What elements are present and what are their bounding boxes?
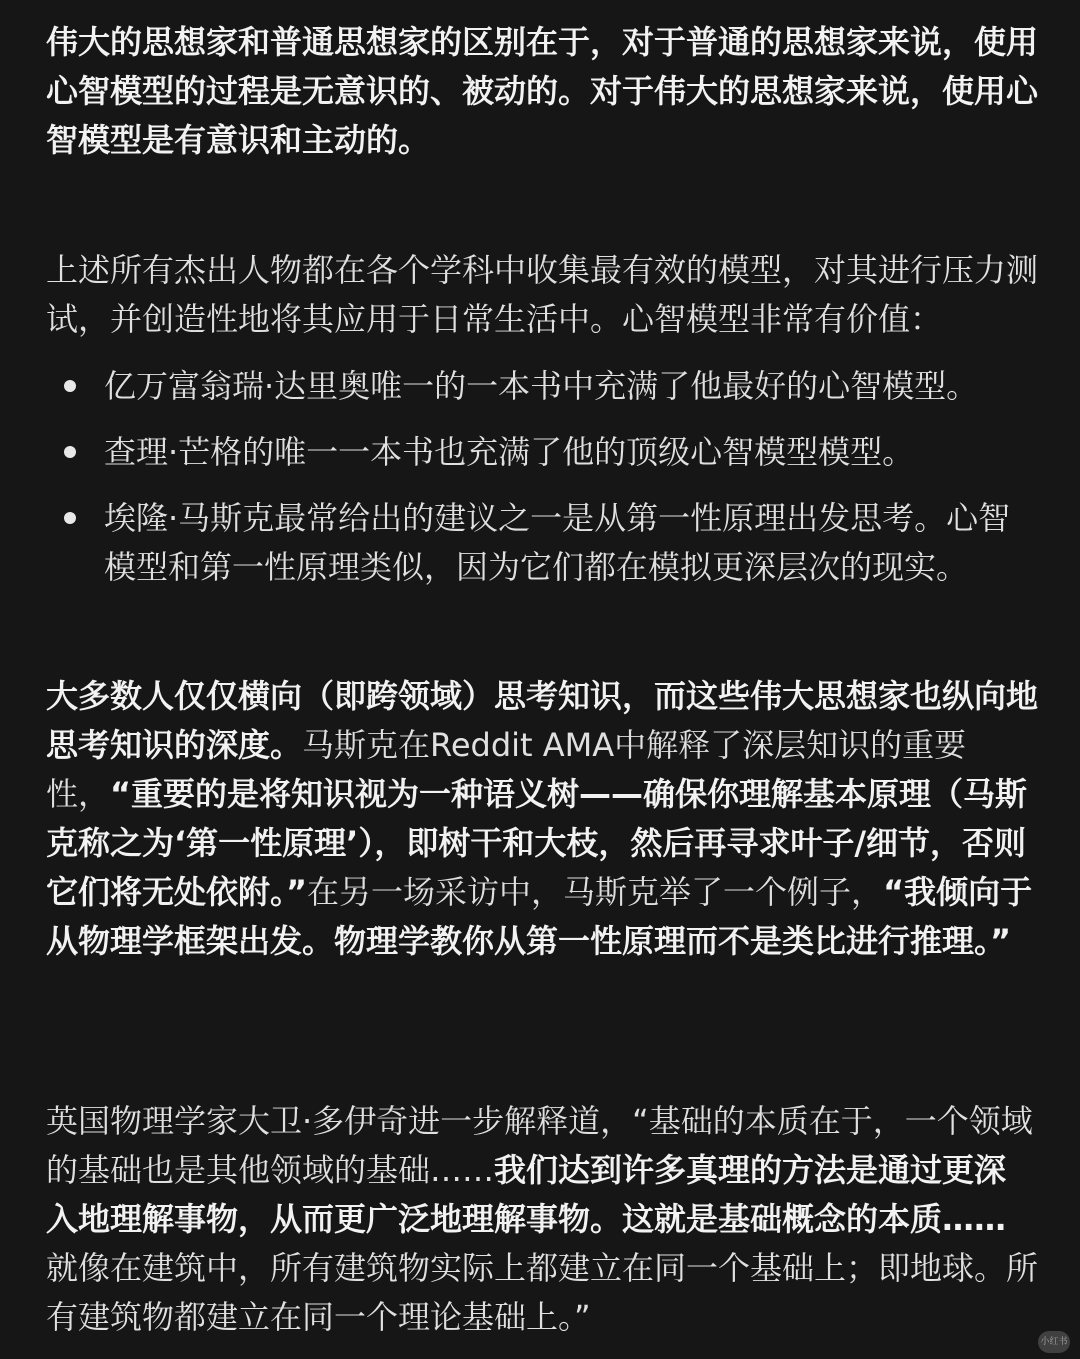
list-item-text: 查理·芒格的唯一一本书也充满了他的顶级心智模型模型。 [104, 433, 915, 471]
list-item [46, 494, 1038, 592]
text-segment: 就像在建筑中，所有建筑物实际上都建立在同一个基础上；即地球。所有建筑物都建立在同一个理论基础上。” [46, 1249, 1039, 1336]
bullet-dot-icon [64, 512, 76, 524]
text-segment: 在另一场采访中，马斯克举了一个例子， [307, 873, 884, 911]
bullet-dot-icon [64, 380, 76, 392]
bullet-dot-icon [64, 446, 76, 458]
list-item [46, 428, 1038, 477]
quote-physics-framework: “我倾向于从物理学框架出发。物理学教你从第一性原理而不是类比进行推理。” [46, 873, 1033, 960]
text-segment-bold: 大多数人仅仅横向（即跨领域）思考知识，而这些伟大思想家也纵向地思考知识的深度。 [46, 677, 1039, 764]
paragraph-depth-of-knowledge [46, 672, 1038, 966]
text-segment: 马斯克在Reddit AMA中解释了深层知识的重要性， [46, 726, 967, 813]
list-item-text: 埃隆·马斯克最常给出的建议之一是从第一性原理出发思考。心智模型和第一性原理类似，因为它们都在模拟更深层次的现实。 [104, 499, 1011, 586]
quote-semantic-tree: “重要的是将知识视为一种语义树——确保你理解基本原理（马斯克称之为‘第一性原理’），即树干和大枝，然后再寻求叶子/细节，否则它们将无处依附。” [46, 775, 1028, 911]
text-segment: 英国物理学家大卫·多伊奇进一步解释道，“基础的本质在于，一个领域的基础也是其他领域的基础…… [46, 1102, 1033, 1189]
paragraph-great-thinkers: 伟大的思想家和普通思想家的区别在于，对于普通的思想家来说，使用心智模型的过程是无意识的、被动的。对于伟大的思想家来说，使用心智模型是有意识和主动的。 [46, 23, 1039, 159]
list-item-text: 亿万富翁瑞·达里奥唯一的一本书中充满了他最好的心智模型。 [104, 367, 979, 405]
watermark-logo: 小红书 [1038, 1331, 1070, 1353]
paragraph-mental-models-value: 上述所有杰出人物都在各个学科中收集最有效的模型，对其进行压力测试，并创造性地将其应用于日常生活中。心智模型非常有价值： [46, 251, 1039, 338]
bullet-list [46, 362, 1038, 592]
text-segment-bold: 我们达到许多真理的方法是通过更深入地理解事物，从而更广泛地理解事物。这就是基础概念的本质…… [46, 1151, 1007, 1238]
paragraph-deutsch-foundations [46, 1097, 1038, 1342]
list-item [46, 362, 1038, 411]
